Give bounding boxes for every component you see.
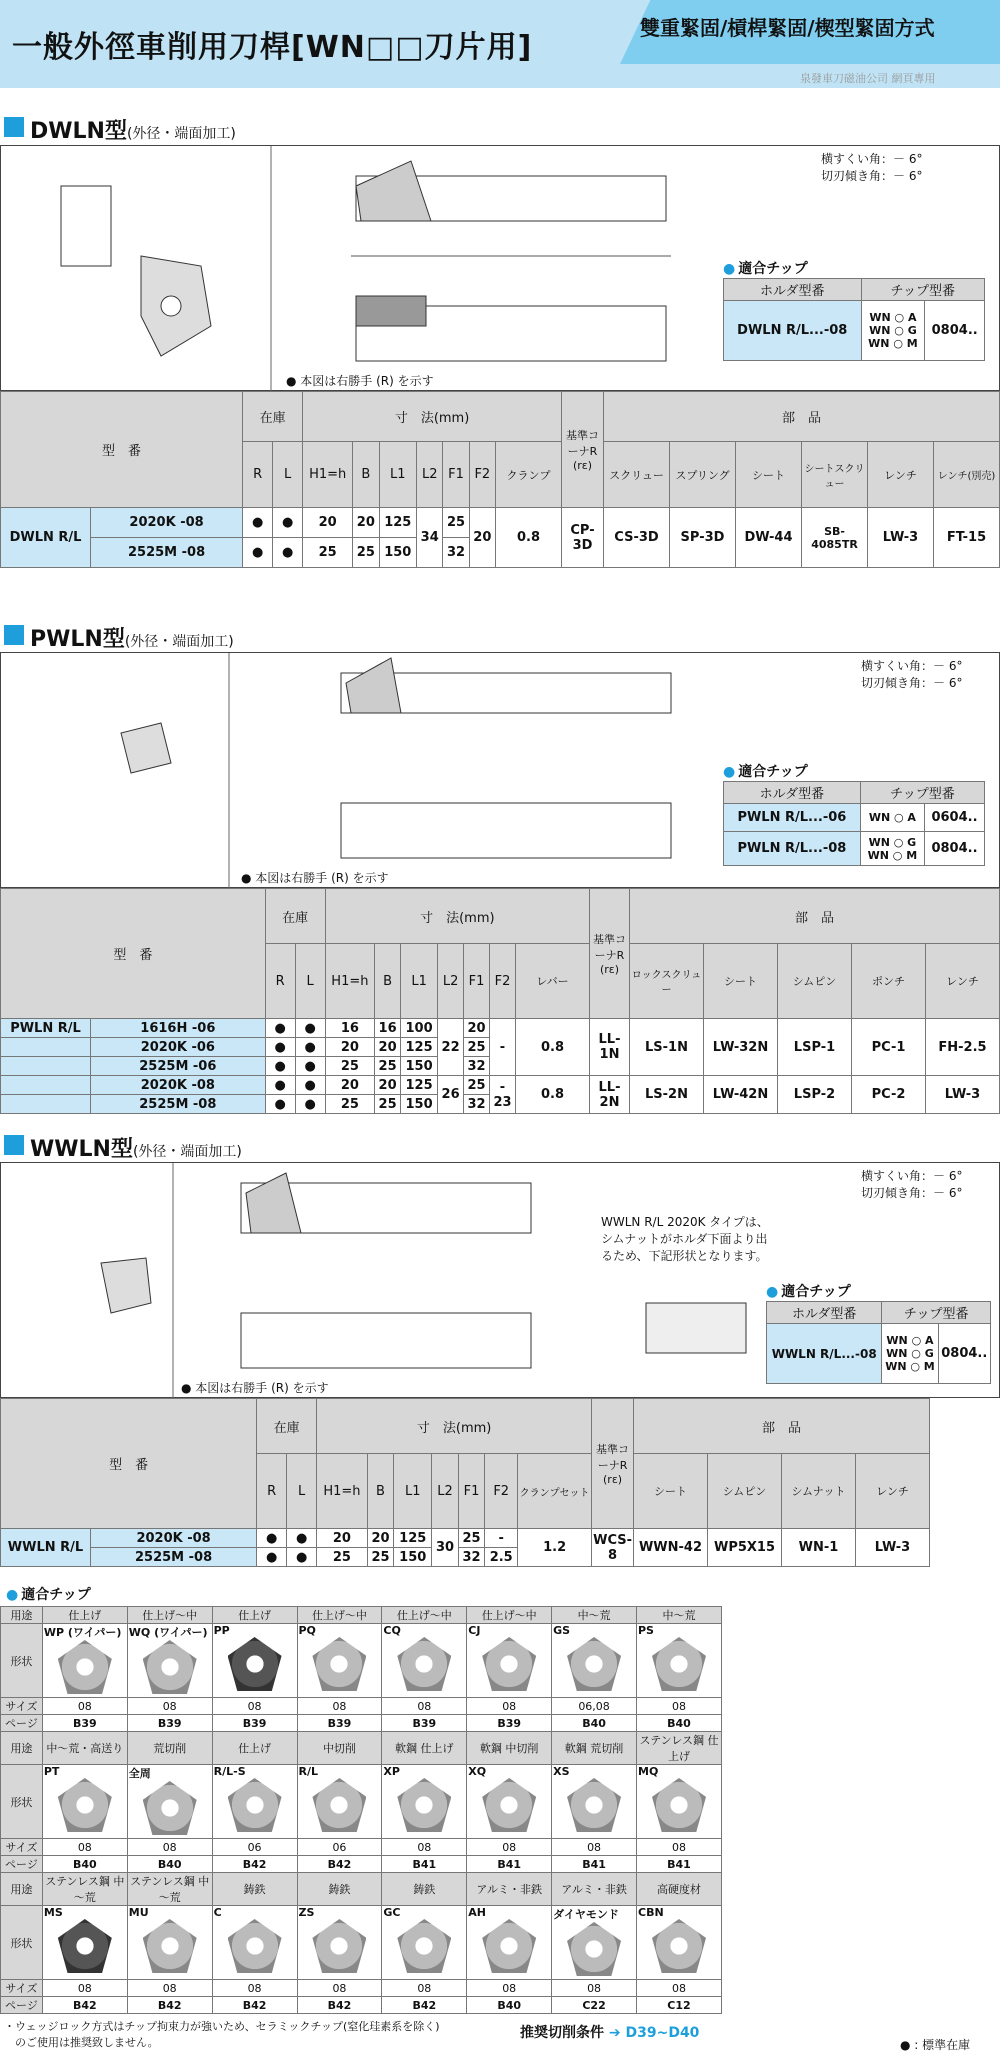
insert-icon xyxy=(228,1919,282,1973)
tips-table: 用途 仕上げ 仕上げ～中 仕上げ 仕上げ～中 仕上げ～中 仕上げ～中 中～荒 中～荒 形状 WP (ワイパー) WQ (ワイパー) PP PQ CQ CJ GS PS サイズ 08 08 08 08 08 08 06,08 08 ページ B39 B39 B39 B39 B39 B39 B40 B40 用途 中～荒・高送り 荒切削 仕上げ 中切削 軟鋼 仕上げ 軟鋼 中切削 軟鋼 荒切削 ステンレス鋼 仕上げ 形状 PT 全周 R/L-S R/L XP XQ XS MQ サイズ 08 08 06 06 08 08 08 08 ページ B40 B40 B42 B42 B41 B41 B41 B41 用途 ステンレス鋼 中～荒 ステンレス鋼 中～荒 鋳鉄 鋳鉄 鋳鉄 アルミ・非鉄 アルミ・非鉄 高硬度材 形状 MS MU C ZS GC AH ダイヤモンド CBN サイズ 08 08 08 08 08 08 08 08 ページ B42 B42 B42 B42 B42 B40 C22 C12 xyxy=(0,1606,722,2014)
tip-name: R/L xyxy=(298,1765,318,1778)
chip-title: ● 適合チップ xyxy=(723,258,808,278)
insert-icon xyxy=(567,1922,621,1976)
insert-icon xyxy=(228,1778,282,1832)
insert-icon xyxy=(58,1919,112,1973)
insert-icon xyxy=(312,1778,366,1832)
insert-icon xyxy=(143,1781,197,1835)
page-title: 一般外徑車削用刀桿[WN□□刀片用] xyxy=(12,30,533,65)
tips-title: ● 適合チップ xyxy=(6,1584,91,1604)
insert-icon xyxy=(652,1919,706,1973)
wwln-drawing-box: 横すくい角：－ 6° 切刃傾き角：－ 6° WWLN R/L 2020K タイプは、シムナットがホルダ下面より出るため、下記形状となります。 ● 本図は右勝手 (R) を示す ● 適合チップ ホルダ型番 チップ型番 WWLN R/L...-08 WN ○ A WN ○ G WN ○ M 0804.. xyxy=(0,1162,1000,1398)
insert-icon xyxy=(143,1919,197,1973)
tip-name: MU xyxy=(128,1906,149,1919)
insert-icon xyxy=(312,1637,366,1691)
cutting-conditions-link[interactable]: ➔ D39~D40 xyxy=(608,2025,700,2041)
pwln-spec-table: 型 番 在庫 寸 法(mm) 基準コーナR (rε) 部 品 R L H1=h B L1 L2 F1 F2 レバー ロックスクリュー シート シムピン ポンチ レンチ PWLN R/L 1616H -06 ● ● 16 16 100 22 20 - 0.8 LL-1N LS-1N LW-32N LSP-1 PC-1 FH-2.5 2020K -06 ● ● 20 20 125 25 2525M -06 ● ● 25 25 150 32 2020K -08 ● ● 20 20 125 26 25 - 23 0.8 LL-2N LS-2N LW-42N LSP-2 PC-2 LW-3 2525M -08 ● ● 25 25 150 32 xyxy=(0,888,1000,1114)
tip-name: GS xyxy=(553,1624,571,1637)
dwln-chip-table: ホルダ型番 チップ型番 DWLN R/L...-08 WN ○ A WN ○ G WN ○ M 0804.. xyxy=(723,278,985,361)
tip-name: CJ xyxy=(468,1624,481,1637)
insert-icon xyxy=(482,1778,536,1832)
tip-name: WQ (ワイパー) xyxy=(128,1626,208,1639)
dwln-spec-table: 型 番 在庫 寸 法(mm) 基準コーナR (rε) 部 品 R L H1=h B L1 L2 F1 F2 クランプ スクリュー スプリング シート シートスクリュー レンチ レンチ(別売) DWLN R/L 2020K -08 ● ● 20 20 125 34 25 20 0.8 CP-3D CS-3D SP-3D DW-44 SB-4085TR LW-3 FT-15 2525M -08 ● ● 25 25 150 32 xyxy=(0,391,1000,568)
tip-name: MQ xyxy=(638,1765,659,1778)
insert-icon xyxy=(482,1637,536,1691)
insert-icon xyxy=(228,1637,282,1691)
tip-name: CBN xyxy=(638,1906,664,1919)
cutting-conditions: 推奨切削条件 ➔ D39~D40 xyxy=(520,2025,700,2041)
insert-icon xyxy=(397,1778,451,1832)
wwln-remark: WWLN R/L 2020K タイプは、シムナットがホルダ下面より出るため、下記形状となります。 xyxy=(601,1215,769,1263)
section-marker xyxy=(4,117,24,137)
tip-name: GC xyxy=(383,1906,401,1919)
tip-name: XS xyxy=(553,1765,570,1778)
dwln-drawing-box xyxy=(0,145,1000,391)
tip-name: 全周 xyxy=(128,1767,151,1780)
insert-icon xyxy=(143,1640,197,1694)
insert-icon xyxy=(58,1778,112,1832)
pwln-drawing-box: 横すくい角：－ 6° 切刃傾き角：－ 6° ● 本図は右勝手 (R) を示す ● 適合チップ ホルダ型番 チップ型番 PWLN R/L...-06 WN ○ A 0604.. PWLN R/L...-08 WN ○ G WN ○ M 0804.. xyxy=(0,652,1000,888)
pwln-chip-table: ホルダ型番 チップ型番 PWLN R/L...-06 WN ○ A 0604.. PWLN R/L...-08 WN ○ G WN ○ M 0804.. xyxy=(723,781,985,866)
wwln-chip-table: ホルダ型番 チップ型番 WWLN R/L...-08 WN ○ A WN ○ G WN ○ M 0804.. xyxy=(766,1301,991,1384)
tip-name: CQ xyxy=(383,1624,401,1637)
insert-icon xyxy=(652,1637,706,1691)
tip-name: ZS xyxy=(298,1906,315,1919)
stock-legend: ● : 標準在庫 xyxy=(900,2038,971,2052)
tip-name: PQ xyxy=(298,1624,316,1637)
footer-note: ・ウェッジロック方式はチップ拘束力が強いため、セラミックチップ(窒化珪素系を除く) のご使用は推奨致しません。 xyxy=(4,2020,440,2049)
insert-icon xyxy=(652,1778,706,1832)
section-name: DWLN型 xyxy=(30,119,127,144)
tip-name: PT xyxy=(43,1765,60,1778)
tip-name: ダイヤモンド xyxy=(553,1908,619,1921)
angle-note: 横すくい角：－ 6° 切刃傾き角：－ 6° xyxy=(821,152,923,183)
wwln-spec-table: 型 番 在庫 寸 法(mm) 基準コーナR (rε) 部 品 R L H1=h B L1 L2 F1 F2 クランプセット シート シムピン シムナット レンチ WWLN R/L 2020K -08 ● ● 20 20 125 30 25 - 1.2 WCS-8 WWN-42 WP5X15 WN-1 LW-3 2525M -08 ● ● 25 25 150 32 2.5 xyxy=(0,1398,930,1567)
tip-name: PS xyxy=(638,1624,654,1637)
tip-name: R/L-S xyxy=(213,1765,246,1778)
insert-icon xyxy=(482,1919,536,1973)
section-sub: (外径・端面加工) xyxy=(126,126,236,142)
tip-name: XP xyxy=(383,1765,400,1778)
section-wwln-heading: WWLN型(外径・端面加工) xyxy=(0,1132,1000,1158)
tip-name: WP (ワイパー) xyxy=(43,1626,122,1639)
tip-name: MS xyxy=(43,1906,63,1919)
section-dwln-heading xyxy=(0,114,1000,144)
tip-name: XQ xyxy=(468,1765,487,1778)
section-pwln-heading: PWLN型(外径・端面加工) xyxy=(0,622,1000,648)
insert-icon xyxy=(397,1637,451,1691)
insert-icon xyxy=(397,1919,451,1973)
tip-name: PP xyxy=(213,1624,230,1637)
watermark: 泉發車刀磁油公司 網頁專用 xyxy=(800,72,936,85)
page-subtitle: 雙重緊固/槓桿緊固/楔型緊固方式 xyxy=(640,16,935,40)
tip-name: C xyxy=(213,1906,222,1919)
insert-icon xyxy=(312,1919,366,1973)
hand-note: ● 本図は右勝手 (R) を示す xyxy=(286,374,434,388)
insert-icon xyxy=(58,1640,112,1694)
insert-icon xyxy=(567,1637,621,1691)
insert-icon xyxy=(567,1778,621,1832)
tip-name: AH xyxy=(468,1906,486,1919)
